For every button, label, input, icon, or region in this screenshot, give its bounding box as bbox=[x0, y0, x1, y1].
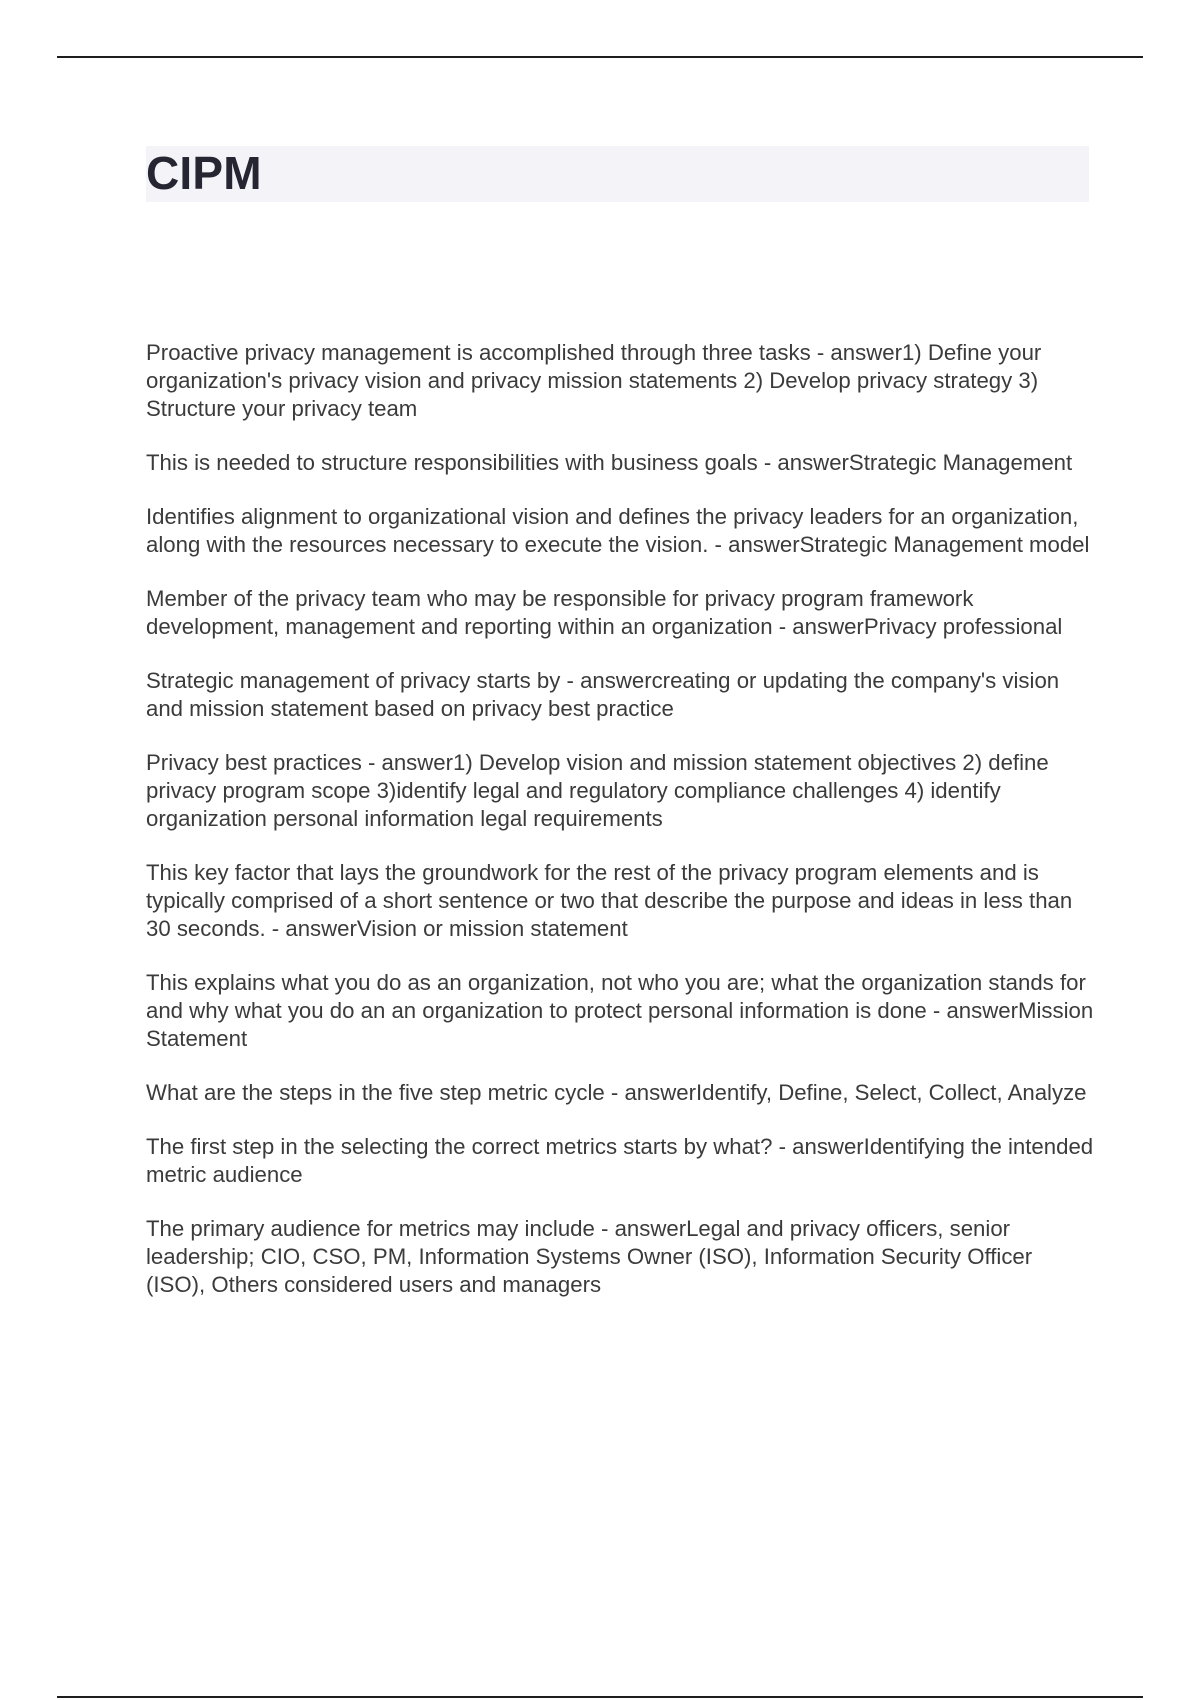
qa-entry: This explains what you do as an organization, not who you are; what the organization stands for and why what you do an an organization to protect personal information is done - answerMission Statement bbox=[146, 970, 1094, 1051]
bottom-divider bbox=[57, 1696, 1143, 1698]
qa-entry: This key factor that lays the groundwork for the rest of the privacy program elements and is typically comprised of a short sentence or two that describe the purpose and ideas in less than 30 seconds. - answerVision or mission statement bbox=[146, 860, 1073, 941]
qa-list bbox=[146, 339, 1096, 1325]
qa-entry: Identifies alignment to organizational vision and defines the privacy leaders for an organization, along with the resources necessary to execute the vision. - answerStrategic Management model bbox=[146, 504, 1090, 557]
top-divider bbox=[57, 56, 1143, 58]
qa-entry: What are the steps in the five step metric cycle - answerIdentify, Define, Select, Collect, Analyze bbox=[146, 1080, 1087, 1105]
qa-entry: The first step in the selecting the correct metrics starts by what? - answerIdentifying the intended metric audience bbox=[146, 1134, 1094, 1187]
qa-entry: Proactive privacy management is accomplished through three tasks - answer1) Define your organization's privacy vision and privacy mission statements 2) Develop privacy strategy 3) Structure your privacy team bbox=[146, 340, 1042, 421]
title-band bbox=[146, 146, 1089, 202]
qa-entry: Member of the privacy team who may be responsible for privacy program framework development, management and reporting within an organization - answerPrivacy professional bbox=[146, 586, 1063, 639]
qa-entry: Strategic management of privacy starts by - answercreating or updating the company's vision and mission statement based on privacy best practice bbox=[146, 668, 1060, 721]
document-title: CIPM bbox=[146, 147, 262, 199]
qa-entry: The primary audience for metrics may include - answerLegal and privacy officers, senior leadership; CIO, CSO, PM, Information Systems Owner (ISO), Information Security Officer (ISO), Others considered users and managers bbox=[146, 1216, 1033, 1297]
qa-entry: This is needed to structure responsibilities with business goals - answerStrategic Management bbox=[146, 450, 1073, 475]
qa-entry: Privacy best practices - answer1) Develop vision and mission statement objectives 2) define privacy program scope 3)identify legal and regulatory compliance challenges 4) identify organization personal information legal requirements bbox=[146, 750, 1049, 831]
